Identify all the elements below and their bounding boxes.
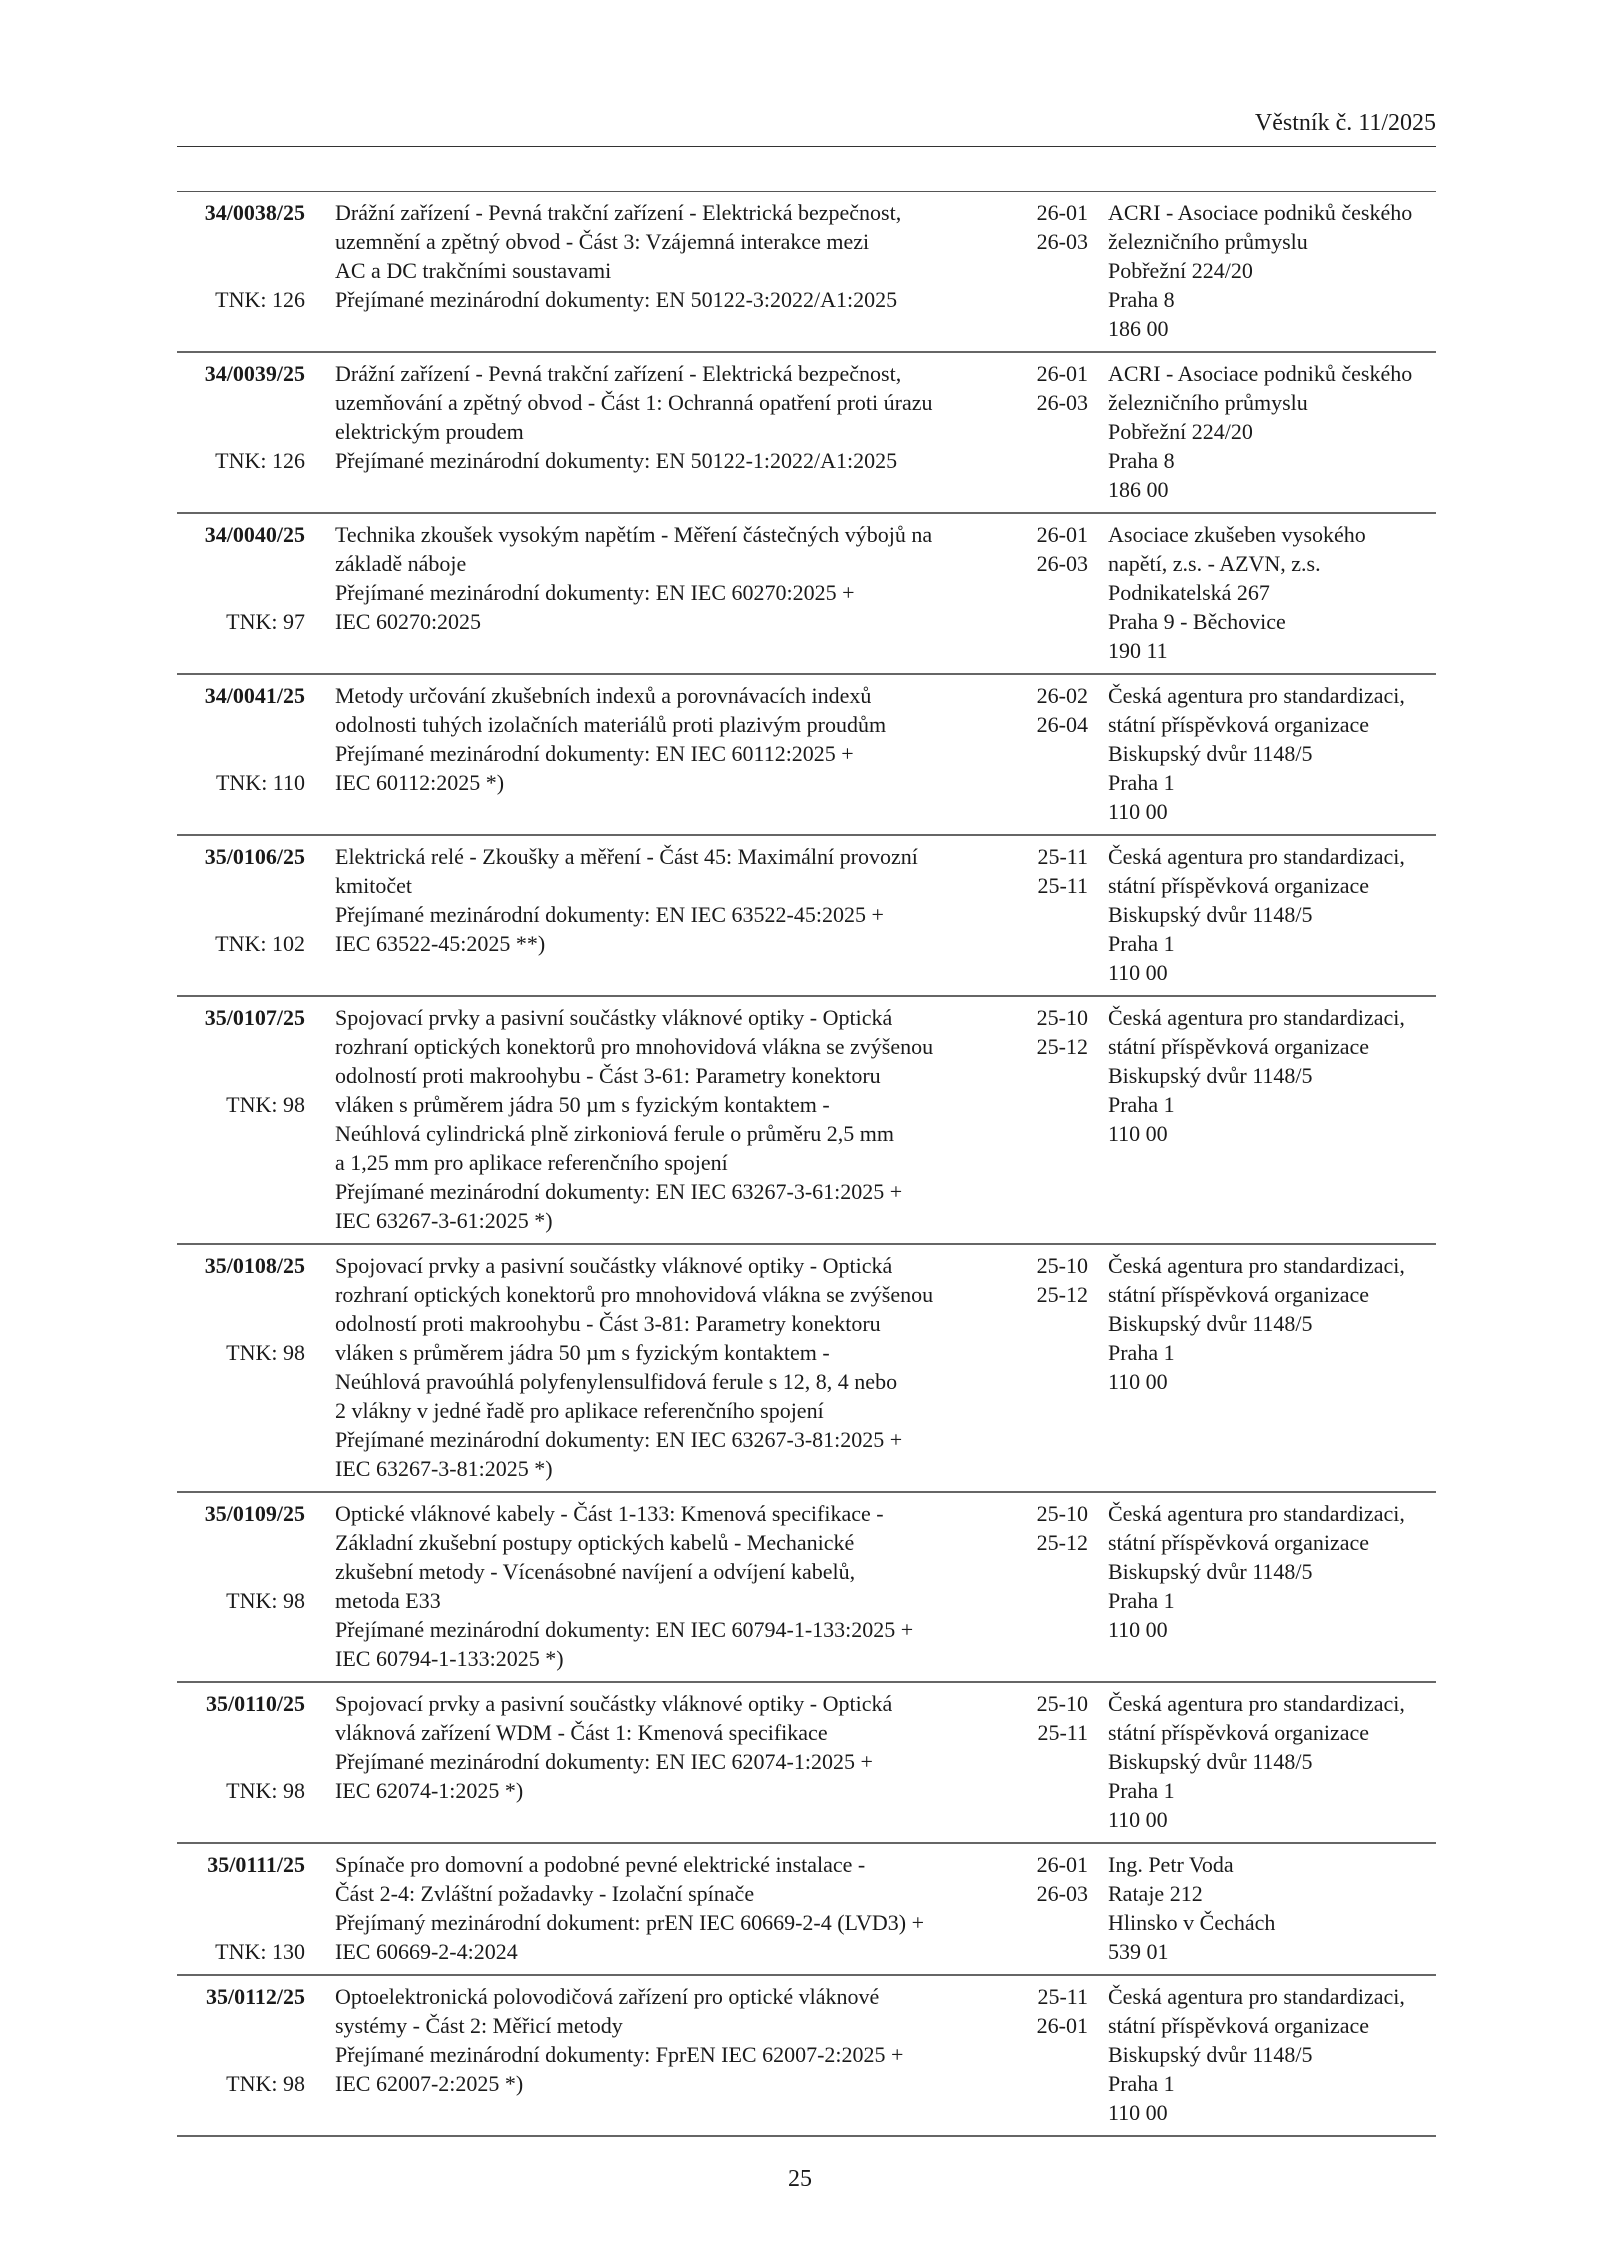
entry-id: 35/0109/25	[204, 1501, 305, 1526]
description-cell	[335, 198, 1025, 343]
description-line: Neúhlová pravoúhlá polyfenylensulfidová ferule s 12, 8, 4 nebo	[335, 1369, 898, 1394]
entry-id-cell	[177, 1499, 305, 1673]
organization-line: Praha 1	[1108, 1092, 1175, 1117]
description-line: Přejímané mezinárodní dokumenty: EN IEC 63522-45:2025 +	[335, 902, 884, 927]
description-cell	[335, 1499, 1025, 1673]
organization-line: 186 00	[1108, 477, 1169, 502]
description-line: Drážní zařízení - Pevná trakční zařízení - Elektrická bezpečnost,	[335, 200, 902, 225]
date: 25-11	[1037, 1984, 1088, 2009]
dates-cell	[1025, 198, 1088, 343]
tnk-number: TNK: 98	[226, 2071, 305, 2096]
description-line: IEC 63522-45:2025 **)	[335, 931, 546, 956]
standards-table	[177, 191, 1436, 2137]
organization-cell	[1108, 1689, 1436, 1834]
description-line: rozhraní optických konektorů pro mnohovidová vlákna se zvýšenou	[335, 1034, 934, 1059]
entry-id: 35/0110/25	[205, 1691, 305, 1716]
description-line: Neúhlová cylindrická plně zirkoniová ferule o průměru 2,5 mm	[335, 1121, 894, 1146]
description-line: vláken s průměrem jádra 50 µm s fyzickým kontaktem -	[335, 1092, 830, 1117]
description-line: vláken s průměrem jádra 50 µm s fyzickým kontaktem -	[335, 1340, 830, 1365]
entry-id-cell	[177, 1251, 305, 1483]
description-cell	[335, 520, 1025, 665]
organization-line: státní příspěvková organizace	[1108, 1720, 1370, 1745]
organization-line: Biskupský dvůr 1148/5	[1108, 1559, 1313, 1584]
entry-id-cell	[177, 1003, 305, 1235]
organization-line: 110 00	[1108, 1369, 1168, 1394]
organization-line: železničního průmyslu	[1108, 229, 1308, 254]
organization-line: státní příspěvková organizace	[1108, 1034, 1370, 1059]
organization-line: 110 00	[1108, 960, 1168, 985]
description-line: Přejímané mezinárodní dokumenty: EN IEC 60270:2025 +	[335, 580, 855, 605]
description-line: Základní zkušební postupy optických kabelů - Mechanické	[335, 1530, 855, 1555]
description-line: rozhraní optických konektorů pro mnohovidová vlákna se zvýšenou	[335, 1282, 934, 1307]
dates-cell	[1025, 520, 1088, 665]
description-cell	[335, 1689, 1025, 1834]
organization-cell	[1108, 520, 1436, 665]
description-line: Přejímané mezinárodní dokumenty: EN IEC 60112:2025 +	[335, 741, 854, 766]
description-line: Spojovací prvky a pasivní součástky vláknové optiky - Optická	[335, 1005, 893, 1030]
table-row	[177, 1683, 1436, 1844]
description-line: Drážní zařízení - Pevná trakční zařízení - Elektrická bezpečnost,	[335, 361, 902, 386]
description-line: 2 vlákny v jedné řadě pro aplikace referenčního spojení	[335, 1398, 824, 1423]
organization-line: Praha 1	[1108, 770, 1175, 795]
organization-cell	[1108, 359, 1436, 504]
description-line: Spínače pro domovní a podobné pevné elektrické instalace -	[335, 1852, 866, 1877]
page-header	[177, 110, 1436, 147]
description-line: systémy - Část 2: Měřicí metody	[335, 2013, 623, 2038]
entry-id-cell	[177, 681, 305, 826]
date: 26-03	[1036, 551, 1088, 576]
description-line: Přejímané mezinárodní dokumenty: EN IEC 63267-3-81:2025 +	[335, 1427, 903, 1452]
organization-line: Praha 1	[1108, 2071, 1175, 2096]
organization-line: Biskupský dvůr 1148/5	[1108, 741, 1313, 766]
organization-line: Praha 1	[1108, 1588, 1175, 1613]
organization-line: Praha 8	[1108, 448, 1175, 473]
table-row	[177, 514, 1436, 675]
organization-line: 186 00	[1108, 316, 1169, 341]
description-line: IEC 63267-3-81:2025 *)	[335, 1456, 553, 1481]
description-line: IEC 60270:2025	[335, 609, 482, 634]
organization-cell	[1108, 1003, 1436, 1235]
date: 26-03	[1036, 1881, 1088, 1906]
description-line: Přejímané mezinárodní dokumenty: EN IEC 60794-1-133:2025 +	[335, 1617, 914, 1642]
organization-line: ACRI - Asociace podniků českého	[1108, 200, 1413, 225]
tnk-number: TNK: 130	[215, 1939, 305, 1964]
organization-line: Biskupský dvůr 1148/5	[1108, 1311, 1313, 1336]
table-row	[177, 1493, 1436, 1683]
entry-id-cell	[177, 1689, 305, 1834]
organization-line: Hlinsko v Čechách	[1108, 1910, 1276, 1935]
organization-line: Rataje 212	[1108, 1881, 1203, 1906]
date: 26-01	[1036, 361, 1088, 386]
description-cell	[335, 1003, 1025, 1235]
table-row	[177, 997, 1436, 1245]
description-line: Přejímané mezinárodní dokumenty: EN 50122-3:2022/A1:2025	[335, 287, 898, 312]
organization-line: Česká agentura pro standardizaci,	[1108, 1501, 1405, 1526]
organization-cell	[1108, 198, 1436, 343]
organization-line: 110 00	[1108, 1807, 1168, 1832]
organization-line: Biskupský dvůr 1148/5	[1108, 902, 1313, 927]
organization-cell	[1108, 1499, 1436, 1673]
dates-cell	[1025, 681, 1088, 826]
description-line: vláknová zařízení WDM - Část 1: Kmenová specifikace	[335, 1720, 828, 1745]
dates-cell	[1025, 842, 1088, 987]
description-line: Technika zkoušek vysokým napětím - Měření částečných výbojů na	[335, 522, 933, 547]
dates-cell	[1025, 359, 1088, 504]
tnk-number: TNK: 110	[215, 770, 305, 795]
description-line: Přejímané mezinárodní dokumenty: EN 50122-1:2022/A1:2025	[335, 448, 898, 473]
table-row	[177, 836, 1436, 997]
organization-line: Ing. Petr Voda	[1108, 1852, 1234, 1877]
date: 25-10	[1036, 1253, 1088, 1278]
table-row	[177, 353, 1436, 514]
organization-line: Praha 1	[1108, 931, 1175, 956]
description-line: Elektrická relé - Zkoušky a měření - Část 45: Maximální provozní	[335, 844, 918, 869]
date: 25-12	[1036, 1034, 1088, 1059]
table-row	[177, 1976, 1436, 2137]
organization-cell	[1108, 1850, 1436, 1966]
entry-id: 35/0106/25	[204, 844, 305, 869]
description-line: IEC 62074-1:2025 *)	[335, 1778, 524, 1803]
organization-line: Česká agentura pro standardizaci,	[1108, 1984, 1405, 2009]
organization-line: 110 00	[1108, 1121, 1168, 1146]
organization-cell	[1108, 842, 1436, 987]
description-line: odolností proti makroohybu - Část 3-61: Parametry konektoru	[335, 1063, 881, 1088]
entry-id-cell	[177, 842, 305, 987]
description-line: IEC 62007-2:2025 *)	[335, 2071, 524, 2096]
tnk-number: TNK: 98	[226, 1340, 305, 1365]
organization-cell	[1108, 1982, 1436, 2127]
tnk-number: TNK: 126	[215, 448, 305, 473]
table-row	[177, 675, 1436, 836]
organization-line: Praha 8	[1108, 287, 1175, 312]
entry-id-cell	[177, 198, 305, 343]
page-number: 25	[788, 2166, 812, 2192]
description-line: uzemnění a zpětný obvod - Část 3: Vzájemná interakce mezi	[335, 229, 870, 254]
organization-line: 539 01	[1108, 1939, 1169, 1964]
table-row	[177, 192, 1436, 353]
date: 26-01	[1036, 200, 1088, 225]
organization-line: 110 00	[1108, 799, 1168, 824]
table-row	[177, 1245, 1436, 1493]
date: 26-01	[1036, 522, 1088, 547]
description-line: elektrickým proudem	[335, 419, 524, 444]
description-line: Optoelektronická polovodičová zařízení pro optické vláknové	[335, 1984, 880, 2009]
description-cell	[335, 359, 1025, 504]
date: 26-04	[1036, 712, 1088, 737]
date: 25-12	[1036, 1530, 1088, 1555]
entry-id-cell	[177, 1850, 305, 1966]
description-line: Část 2-4: Zvláštní požadavky - Izolační spínače	[335, 1881, 755, 1906]
date: 26-02	[1036, 683, 1088, 708]
organization-line: Praha 1	[1108, 1778, 1175, 1803]
description-line: Spojovací prvky a pasivní součástky vláknové optiky - Optická	[335, 1253, 893, 1278]
description-cell	[335, 681, 1025, 826]
organization-line: Česká agentura pro standardizaci,	[1108, 1691, 1405, 1716]
organization-line: státní příspěvková organizace	[1108, 1530, 1370, 1555]
organization-cell	[1108, 681, 1436, 826]
date: 25-10	[1036, 1691, 1088, 1716]
organization-line: Česká agentura pro standardizaci,	[1108, 683, 1405, 708]
organization-line: Biskupský dvůr 1148/5	[1108, 2042, 1313, 2067]
entry-id-cell	[177, 1982, 305, 2127]
date: 26-03	[1036, 229, 1088, 254]
entry-id-cell	[177, 520, 305, 665]
description-line: zkušební metody - Vícenásobné navíjení a odvíjení kabelů,	[335, 1559, 856, 1584]
dates-cell	[1025, 1003, 1088, 1235]
description-cell	[335, 842, 1025, 987]
dates-cell	[1025, 1499, 1088, 1673]
organization-line: Podnikatelská 267	[1108, 580, 1270, 605]
description-line: Optické vláknové kabely - Část 1-133: Kmenová specifikace -	[335, 1501, 884, 1526]
tnk-number: TNK: 98	[226, 1092, 305, 1117]
entry-id: 35/0108/25	[204, 1253, 305, 1278]
description-cell	[335, 1982, 1025, 2127]
dates-cell	[1025, 1689, 1088, 1834]
organization-line: ACRI - Asociace podniků českého	[1108, 361, 1413, 386]
date: 26-03	[1036, 390, 1088, 415]
entry-id: 35/0112/25	[205, 1984, 305, 2009]
organization-line: Česká agentura pro standardizaci,	[1108, 1005, 1405, 1030]
date: 26-01	[1036, 2013, 1088, 2038]
tnk-number: TNK: 102	[215, 931, 305, 956]
description-line: IEC 63267-3-61:2025 *)	[335, 1208, 553, 1233]
description-line: IEC 60112:2025 *)	[335, 770, 505, 795]
organization-line: Praha 9 - Běchovice	[1108, 609, 1286, 634]
description-cell	[335, 1251, 1025, 1483]
organization-line: železničního průmyslu	[1108, 390, 1308, 415]
description-line: odolnosti tuhých izolačních materiálů proti plazivým proudům	[335, 712, 887, 737]
entry-id: 34/0039/25	[204, 361, 305, 386]
date: 25-10	[1036, 1005, 1088, 1030]
description-line: kmitočet	[335, 873, 412, 898]
description-line: uzemňování a zpětný obvod - Část 1: Ochranná opatření proti úrazu	[335, 390, 933, 415]
organization-line: Česká agentura pro standardizaci,	[1108, 1253, 1405, 1278]
date: 25-11	[1037, 873, 1088, 898]
description-line: a 1,25 mm pro aplikace referenčního spojení	[335, 1150, 728, 1175]
organization-line: Pobřežní 224/20	[1108, 419, 1253, 444]
description-cell	[335, 1850, 1025, 1966]
organization-line: 110 00	[1108, 1617, 1168, 1642]
tnk-number: TNK: 97	[226, 609, 305, 634]
description-line: AC a DC trakčními soustavami	[335, 258, 612, 283]
organization-cell	[1108, 1251, 1436, 1483]
date: 26-01	[1036, 1852, 1088, 1877]
organization-line: Pobřežní 224/20	[1108, 258, 1253, 283]
tnk-number: TNK: 98	[226, 1778, 305, 1803]
description-line: IEC 60669-2-4:2024	[335, 1939, 518, 1964]
description-line: Přejímané mezinárodní dokumenty: EN IEC 63267-3-61:2025 +	[335, 1179, 903, 1204]
date: 25-12	[1036, 1282, 1088, 1307]
organization-line: Česká agentura pro standardizaci,	[1108, 844, 1405, 869]
entry-id: 35/0111/25	[207, 1852, 305, 1877]
dates-cell	[1025, 1850, 1088, 1966]
entry-id-cell	[177, 359, 305, 504]
journal-title: Věstník č. 11/2025	[1254, 110, 1436, 136]
description-line: Přejímané mezinárodní dokumenty: EN IEC 62074-1:2025 +	[335, 1749, 873, 1774]
date: 25-11	[1037, 844, 1088, 869]
table-row	[177, 1844, 1436, 1976]
organization-line: Asociace zkušeben vysokého	[1108, 522, 1366, 547]
description-line: základě náboje	[335, 551, 467, 576]
organization-line: 190 11	[1108, 638, 1168, 663]
date: 25-11	[1037, 1720, 1088, 1745]
description-line: Přejímaný mezinárodní dokument: prEN IEC 60669-2-4 (LVD3) +	[335, 1910, 924, 1935]
entry-id: 34/0040/25	[204, 522, 305, 547]
organization-line: 110 00	[1108, 2100, 1168, 2125]
organization-line: státní příspěvková organizace	[1108, 712, 1370, 737]
description-line: Přejímané mezinárodní dokumenty: FprEN IEC 62007-2:2025 +	[335, 2042, 904, 2067]
entry-id: 35/0107/25	[204, 1005, 305, 1030]
description-line: odolností proti makroohybu - Část 3-81: Parametry konektoru	[335, 1311, 881, 1336]
tnk-number: TNK: 98	[226, 1588, 305, 1613]
description-line: Metody určování zkušebních indexů a porovnávacích indexů	[335, 683, 872, 708]
organization-line: napětí, z.s. - AZVN, z.s.	[1108, 551, 1321, 576]
entry-id: 34/0041/25	[204, 683, 305, 708]
tnk-number: TNK: 126	[215, 287, 305, 312]
description-line: IEC 60794-1-133:2025 *)	[335, 1646, 564, 1671]
organization-line: Biskupský dvůr 1148/5	[1108, 1063, 1313, 1088]
date: 25-10	[1036, 1501, 1088, 1526]
entry-id: 34/0038/25	[204, 200, 305, 225]
organization-line: státní příspěvková organizace	[1108, 1282, 1370, 1307]
dates-cell	[1025, 1251, 1088, 1483]
dates-cell	[1025, 1982, 1088, 2127]
organization-line: Praha 1	[1108, 1340, 1175, 1365]
organization-line: státní příspěvková organizace	[1108, 873, 1370, 898]
organization-line: státní příspěvková organizace	[1108, 2013, 1370, 2038]
description-line: metoda E33	[335, 1588, 441, 1613]
description-line: Spojovací prvky a pasivní součástky vláknové optiky - Optická	[335, 1691, 893, 1716]
organization-line: Biskupský dvůr 1148/5	[1108, 1749, 1313, 1774]
